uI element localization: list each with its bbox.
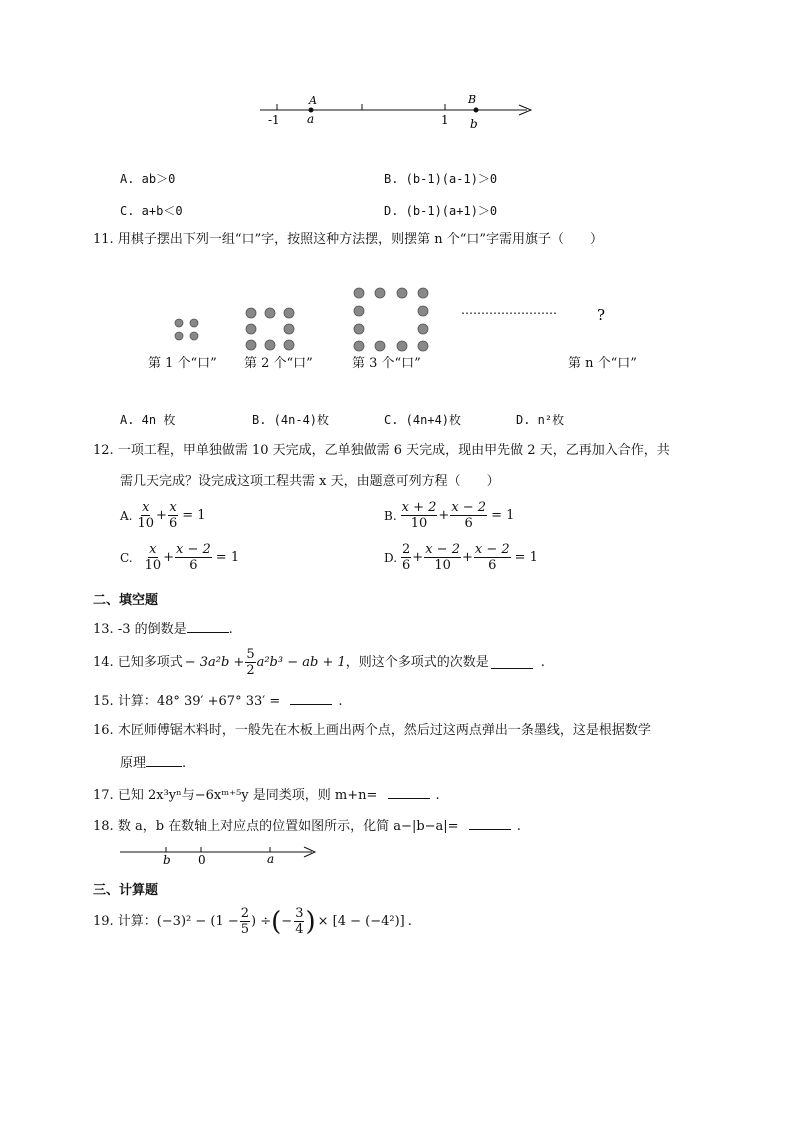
q12-option-d[interactable]: D. $\frac{2}{6}$ + $\frac{x - 2}{10}$ + $\frac{x - 2}{6}$ = 1 (384, 542, 538, 573)
answer-blank[interactable] (290, 692, 332, 705)
option-label: D. (384, 550, 398, 565)
q19-part1: (−3)² − (1 − (156, 913, 239, 929)
q14-term2: a²b³ − ab + 1 (256, 654, 346, 670)
q18: 18. 数 a，b 在数轴上对应点的位置如图所示，化简 a−|b−a|= . (93, 819, 521, 834)
fraction: $\frac{5}{2}$ (246, 647, 255, 678)
fraction: $\frac{2}{6}$ (402, 542, 411, 573)
q10-option-b[interactable]: B. (b-1)(a-1)＞0 (384, 172, 498, 186)
q13-text: -3 的倒数是 (117, 622, 187, 637)
fraction: $\frac{2}{5}$ (240, 906, 250, 937)
label-a: a (267, 852, 275, 866)
q19-number: 19. (93, 913, 114, 929)
q14-number: 14. (93, 654, 114, 670)
q15-text: 计算：48° 39′ +67° 33′ = (117, 694, 281, 709)
q11-caption-2: 第 2 个“口” (244, 356, 313, 371)
fraction: $\frac{x + 2}{10}$ (401, 500, 437, 531)
q14: 14. 已知多项式 − 3a²b + $\frac{5}{2}$ a²b³ − ab + 1 ，则这个多项式的次数是 . (93, 647, 545, 678)
q10-number-line (255, 88, 545, 132)
q10-option-c[interactable]: C. a+b＜0 (120, 204, 183, 218)
q17-number: 17. (93, 788, 114, 803)
label-zero: 0 (198, 853, 206, 867)
label-one: 1 (441, 113, 449, 127)
q17: 17. 已知 2x³yⁿ与−6xᵐ⁺⁵y 是同类项，则 m+n= . (93, 788, 440, 803)
option-label: C. (120, 550, 133, 565)
q12-option-a[interactable]: A. $\frac{x}{10}$ + $\frac{x}{6}$ = 1 (120, 500, 206, 531)
fraction: $\frac{x}{10}$ (144, 542, 162, 573)
q17-text: 已知 2x³yⁿ与−6xᵐ⁺⁵y 是同类项，则 m+n= (117, 788, 378, 803)
fraction: $\frac{x}{10}$ (137, 500, 155, 531)
fraction: $\frac{3}{4}$ (295, 906, 304, 937)
label-b: b (163, 853, 171, 867)
q12-option-b[interactable]: B. $\frac{x + 2}{10}$ + $\frac{x - 2}{6}$ = 1 (384, 500, 515, 531)
q12-option-c[interactable]: C. $\frac{x}{10}$ + $\frac{x - 2}{6}$ = 1 (120, 542, 240, 573)
figure-2 (246, 308, 294, 350)
q11-option-c[interactable]: C. (4n+4)枚 (384, 413, 462, 427)
q12-stem-line1 (93, 443, 670, 459)
option-label: B. (384, 508, 397, 523)
q12-text-line1: 一项工程，甲单独做需 10 天完成，乙单独做需 6 天完成，现由甲先做 2 天，乙再加入合作，共 (117, 443, 670, 458)
question-mark: ? (597, 306, 606, 324)
q15: 15. 计算：48° 39′ +67° 33′ = . (93, 694, 343, 709)
answer-blank[interactable] (491, 656, 533, 669)
q13-number: 13. (93, 622, 114, 637)
label-a: a (307, 112, 315, 126)
q19-part3: × [4 − (−4²)] (317, 913, 405, 929)
point-b (474, 108, 479, 113)
q19-part2: ) ÷ (251, 913, 272, 929)
option-label: A. (120, 508, 133, 523)
q18-text: 数 a，b 在数轴上对应点的位置如图所示，化简 a−|b−a|= (117, 819, 459, 834)
q11-text: 用棋子摆出下列一组“口”字，按照这种方法摆，则摆第 n 个“口”字需用旗子（ ） (117, 232, 604, 247)
figure-1 (175, 319, 198, 340)
label-b: b (470, 117, 478, 131)
q14-prefix: 已知多项式 (117, 654, 183, 670)
q16-line2: 原理 . (120, 756, 187, 771)
q15-number: 15. (93, 694, 114, 709)
label-minus-one: -1 (268, 113, 280, 127)
fraction: $\frac{x}{6}$ (168, 500, 178, 531)
q14-suffix: ，则这个多项式的次数是 (345, 654, 489, 670)
answer-blank[interactable] (388, 786, 430, 799)
q12-stem-line2: 需几天完成？设完成这项工程共需 x 天，由题意可列方程（ ） (120, 474, 500, 489)
fraction: $\frac{x - 2}{6}$ (451, 500, 487, 531)
q18-number: 18. (93, 819, 114, 834)
q14-term1: − 3a²b + (184, 654, 245, 670)
q11-caption-1: 第 1 个“口” (148, 356, 217, 371)
answer-blank[interactable] (187, 620, 229, 633)
section-title-fill-in: 二、填空题 (93, 593, 159, 608)
answer-blank[interactable] (469, 817, 511, 830)
label-B: B (468, 93, 477, 106)
figure-3 (354, 288, 428, 351)
q16-text: 木匠师傅锯木料时，一般先在木板上画出两个点，然后过这两点弹出一条墨线，这是根据数学 (117, 723, 651, 738)
label-A: A (309, 94, 317, 107)
q11-stem (93, 232, 603, 248)
q13: 13. -3 的倒数是 . (93, 622, 233, 637)
q11-option-b[interactable]: B. (4n-4)枚 (252, 413, 330, 427)
q19-prefix: 计算： (117, 913, 157, 929)
ellipsis-dots: …………………… (461, 303, 557, 317)
fraction: $\frac{x - 2}{6}$ (176, 542, 211, 573)
fraction: $\frac{x - 2}{6}$ (474, 542, 510, 573)
q16-line1 (93, 723, 651, 739)
q11-option-d[interactable]: D. n²枚 (516, 413, 565, 427)
section-title-calculation: 三、计算题 (93, 883, 159, 898)
q18-number-line (118, 842, 323, 868)
q10-option-a[interactable]: A. ab＞0 (120, 172, 176, 186)
fraction: $\frac{x - 2}{10}$ (425, 542, 460, 573)
q11-caption-n: 第 n 个“口” (568, 356, 637, 371)
q10-option-d[interactable]: D. (b-1)(a+1)＞0 (384, 204, 498, 218)
q11-number: 11. (93, 232, 114, 247)
q12-number: 12. (93, 443, 114, 458)
q11-option-a[interactable]: A. 4n 枚 (120, 413, 176, 427)
q11-caption-3: 第 3 个“口” (352, 356, 421, 371)
q19: 19. 计算： (−3)² − (1 − $\frac{2}{5}$ ) ÷ ( − $\frac{3}{4}$ ) × [4 − (−4²)] . (93, 906, 412, 937)
answer-blank[interactable] (146, 754, 182, 767)
q16-number: 16. (93, 723, 114, 738)
